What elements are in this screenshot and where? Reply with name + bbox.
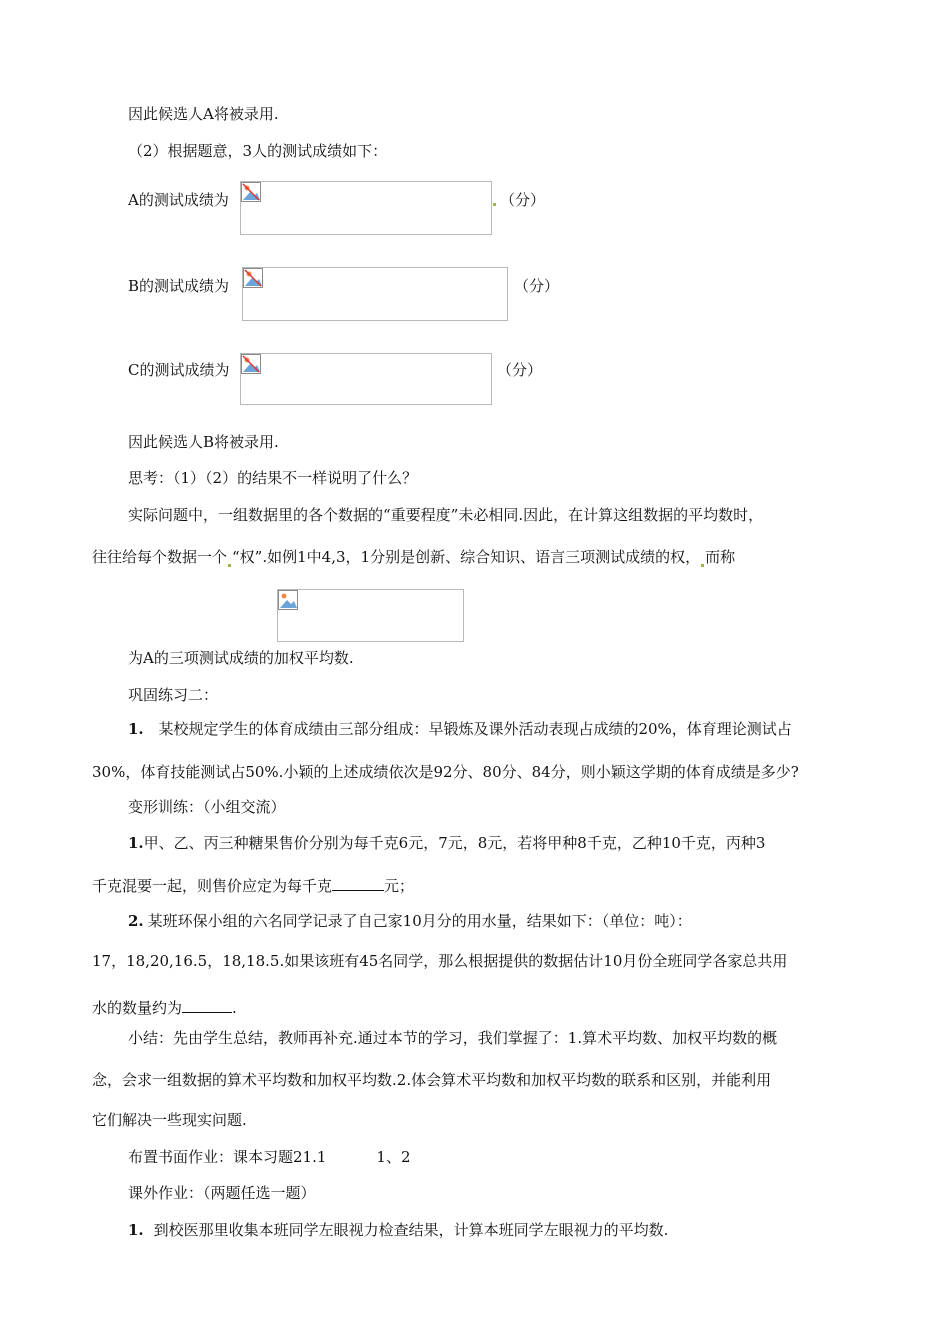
formula-image-a bbox=[240, 181, 492, 235]
item-number: 1. bbox=[128, 1221, 144, 1239]
score-a-label: A的测试成绩为 bbox=[128, 191, 229, 209]
formula-image-b bbox=[242, 267, 508, 321]
broken-image-icon bbox=[241, 354, 261, 374]
text-line bbox=[92, 996, 237, 1018]
text-line bbox=[128, 1147, 411, 1167]
formula-image-c bbox=[240, 353, 492, 405]
text-line: 17，18,20,16.5，18,18.5.如果该班有45名同学，那么根据提供的数据估计10月份全班同学各家总共用 bbox=[92, 952, 788, 970]
score-a-unit: （分） bbox=[500, 191, 546, 209]
text-line: 小结：先由学生总结，教师再补充.通过本节的学习，我们掌握了：1.算术平均数、加权平均数的概 bbox=[128, 1029, 778, 1047]
text-line: 它们解决一些现实问题. bbox=[92, 1111, 247, 1129]
answer-blank[interactable] bbox=[182, 996, 232, 1013]
text-line bbox=[92, 547, 735, 567]
broken-image-icon bbox=[243, 268, 263, 288]
text-segment: 1、2 bbox=[376, 1148, 411, 1166]
text-line: 30%，体育技能测试占50%.小颖的上述成绩依次是92分、80分、84分，则小颖这学期的体育成绩是多少? bbox=[92, 763, 799, 781]
text-line: 课外作业：（两题任选一题） bbox=[128, 1184, 316, 1202]
text-segment: 某班环保小组的六名同学记录了自己家10月分的用水量，结果如下：（单位：吨）： bbox=[147, 912, 692, 930]
text-line: （2）根据题意，3人的测试成绩如下： bbox=[128, 142, 388, 160]
score-c-label: C的测试成绩为 bbox=[128, 361, 230, 379]
text-line: 实际问题中，一组数据里的各个数据的“重要程度”未必相同.因此，在计算这组数据的平均数时， bbox=[128, 506, 764, 524]
text-segment: 布置书面作业：课本习题21.1 bbox=[128, 1148, 327, 1166]
broken-image-icon bbox=[278, 590, 298, 610]
item-number: 2. bbox=[128, 912, 144, 930]
text-segment: 元； bbox=[384, 877, 415, 895]
text-line bbox=[128, 1220, 668, 1240]
text-line: 为A的三项测试成绩的加权平均数. bbox=[128, 649, 354, 667]
text-line: 思考：（1）（2）的结果不一样说明了什么？ bbox=[128, 469, 418, 487]
text-line: 念，会求一组数据的算术平均数和加权平均数.2.体会算术平均数和加权平均数的联系和区别，并能利用 bbox=[92, 1071, 772, 1089]
score-b-unit: （分） bbox=[514, 277, 560, 295]
text-segment: 某校规定学生的体育成绩由三部分组成：早锻炼及课外活动表现占成绩的20%，体育理论测试占 bbox=[158, 720, 792, 738]
text-line: 因此候选人A将被录用. bbox=[128, 105, 279, 123]
text-line: 巩固练习二： bbox=[128, 686, 219, 704]
text-line: 因此候选人B将被录用. bbox=[128, 433, 279, 451]
answer-blank[interactable] bbox=[332, 874, 384, 891]
text-line bbox=[128, 833, 765, 853]
text-segment: 水的数量约为 bbox=[92, 999, 183, 1017]
text-line: 变形训练：（小组交流） bbox=[128, 798, 286, 816]
text-line bbox=[92, 874, 414, 896]
text-segment: “权”.如例1中4,3，1分别是创新、综合知识、语言三项测试成绩的权， bbox=[232, 548, 701, 566]
text-segment: 而称 bbox=[705, 548, 736, 566]
text-line bbox=[128, 719, 792, 739]
dot-mark bbox=[493, 203, 496, 206]
text-segment: 千克混要一起，则售价应定为每千克 bbox=[92, 877, 333, 895]
text-segment: 往往给每个数据一个 bbox=[92, 548, 228, 566]
text-segment: . bbox=[232, 999, 237, 1017]
dot-mark bbox=[701, 564, 704, 567]
text-segment: 到校医那里收集本班同学左眼视力检查结果，计算本班同学左眼视力的平均数. bbox=[153, 1221, 669, 1239]
text-line bbox=[128, 911, 692, 931]
score-b-label: B的测试成绩为 bbox=[128, 277, 230, 295]
formula-image-weighted bbox=[277, 589, 464, 642]
text-segment: 甲、乙、丙三种糖果售价分别为每千克6元，7元，8元，若将甲种8千克，乙种10千克，丙种3 bbox=[143, 834, 766, 852]
broken-image-icon bbox=[241, 182, 261, 202]
item-number: 1. bbox=[128, 834, 144, 852]
dot-mark bbox=[228, 564, 231, 567]
item-number: 1. bbox=[128, 720, 144, 738]
score-c-unit: （分） bbox=[497, 361, 543, 379]
